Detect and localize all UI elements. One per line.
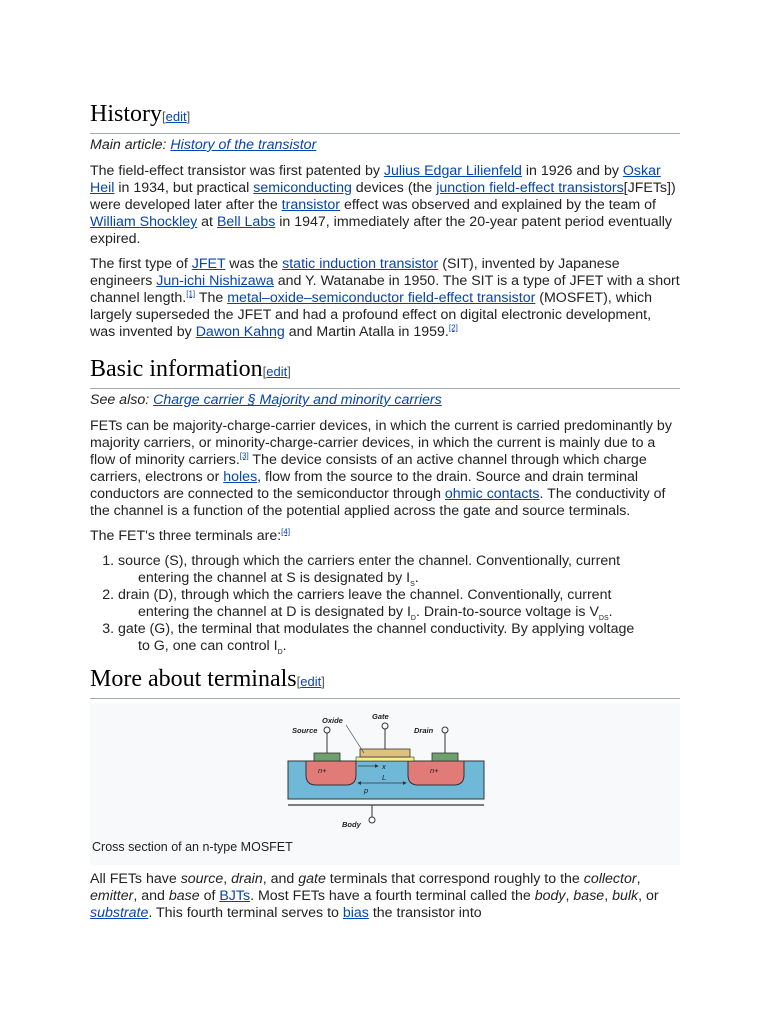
- label-body: Body: [342, 820, 361, 829]
- label-n-plus-left: n+: [318, 766, 327, 775]
- hatnote-label: See also:: [90, 392, 154, 408]
- list-item-line: entering the channel at D is designated by $I_D$. Drain-to-source voltage is $V_{DS}$.: [138, 604, 613, 622]
- emphasis: emitter: [90, 888, 134, 904]
- inline-link[interactable]: junction field-effect transistors: [436, 180, 624, 196]
- section-heading-history: [90, 100, 680, 134]
- emphasis: body: [534, 888, 566, 904]
- list-item-line: source (S), through which the carriers enter the channel. Conventionally, current: [118, 553, 621, 569]
- citation-link[interactable]: [3]: [239, 451, 249, 461]
- hatnote-label: Main article:: [90, 137, 171, 153]
- inline-link[interactable]: Jun-ichi Nishizawa: [156, 273, 274, 289]
- basic-paragraph-2: The FET's three terminals are:[4]: [90, 527, 291, 544]
- heading-text: History: [90, 101, 162, 127]
- citation-link[interactable]: [2]: [448, 323, 458, 333]
- see-also-hatnote: [90, 392, 680, 409]
- source-contact: [314, 753, 340, 761]
- citation: [449, 323, 458, 332]
- list-item-line: to G, one can control $I_D$.: [138, 638, 287, 656]
- body-terminal: [369, 817, 375, 823]
- list-item: [118, 553, 680, 587]
- edit-section-history: [edit]: [162, 109, 191, 124]
- citation: [186, 289, 195, 298]
- citation-link[interactable]: [4]: [281, 527, 291, 537]
- inline-link[interactable]: Julius Edgar Lilienfeld: [383, 163, 522, 179]
- citation-link[interactable]: [1]: [186, 289, 196, 299]
- emphasis: bulk: [612, 888, 639, 904]
- inline-link[interactable]: metal–oxide–semiconductor field-effect transistor: [227, 290, 536, 306]
- inline-link[interactable]: bias: [342, 905, 369, 921]
- label-n-plus-right: n+: [430, 766, 439, 775]
- inline-link[interactable]: BJTs: [219, 888, 251, 904]
- section-heading-terminals: [90, 665, 680, 699]
- emphasis: collector: [583, 871, 637, 887]
- list-item: [118, 587, 680, 621]
- subscript: S: [410, 580, 415, 588]
- label-L: L: [382, 773, 387, 782]
- edit-link[interactable]: edit: [300, 674, 322, 689]
- label-source: Source: [292, 726, 318, 735]
- citation: [281, 527, 290, 536]
- citation: [240, 451, 249, 460]
- section-history: [90, 100, 680, 341]
- edit-link[interactable]: edit: [165, 109, 187, 124]
- drain-contact: [432, 753, 458, 761]
- list-item-line: drain (D), through which the carriers leave the channel. Conventionally, current: [118, 587, 612, 603]
- figure-caption: Cross section of an n-type MOSFET: [92, 840, 293, 854]
- emphasis: gate: [298, 871, 326, 887]
- edit-link[interactable]: edit: [266, 364, 288, 379]
- inline-link[interactable]: static induction transistor: [282, 256, 439, 272]
- label-drain: Drain: [414, 726, 434, 735]
- edit-section-basic: [edit]: [262, 364, 291, 379]
- section-heading-basic: [90, 355, 680, 389]
- drain-terminal: [442, 727, 448, 733]
- history-paragraph-1: The field-effect transistor was first patented by Julius Edgar Lilienfeld in 1926 and by Oskar Heil in 1934, but practical semiconducting devices (the junction field-effect transistors[JFETs]) were developed later after the transistor effect was observed and explained by the team of William Shockley at Bell Labs in 1947, immediately after the 20-year patent period eventually expired.: [90, 163, 676, 247]
- heading-text: Basic information: [90, 356, 263, 382]
- history-paragraph-2: The first type of JFET was the static induction transistor (SIT), invented by Japanese engineers Jun-ichi Nishizawa and Y. Watanabe in 1950. The SIT is a type of JFET with a short channel length.[1] The metal–oxide–semiconductor field-effect transistor (MOSFET), which largely superseded the JFET and had a profound effect on digital electronic development, was invented by Dawon Kahng and Martin Atalla in 1959.[2]: [90, 256, 680, 340]
- inline-link[interactable]: William Shockley: [90, 214, 198, 230]
- list-item-line: gate (G), the terminal that modulates the channel conductivity. By applying voltage: [118, 621, 635, 637]
- subscript: D: [277, 648, 283, 656]
- source-terminal: [324, 727, 330, 733]
- n-plus-region-left: [306, 761, 356, 785]
- list-item-line: entering the channel at S is designated by $I_S$.: [138, 570, 419, 588]
- label-x: x: [382, 762, 386, 771]
- inline-link[interactable]: ohmic contacts: [444, 486, 540, 502]
- section-more-about-terminals: [90, 665, 680, 922]
- emphasis: drain: [231, 871, 263, 887]
- inline-link[interactable]: Oskar Heil: [90, 163, 661, 196]
- inline-link[interactable]: holes: [223, 469, 258, 485]
- subscript: DS: [598, 614, 609, 622]
- mosfet-cross-section-diagram[interactable]: [286, 713, 496, 831]
- label-p: p: [364, 786, 369, 795]
- inline-link[interactable]: Dawon Kahng: [195, 324, 285, 340]
- mosfet-figure: [90, 703, 680, 865]
- emphasis: source: [180, 871, 224, 887]
- main-article-link[interactable]: History of the transistor: [170, 137, 317, 153]
- edit-section-terminals: [edit]: [296, 674, 325, 689]
- oxide-leader-line: [346, 725, 364, 753]
- gate-terminal: [382, 723, 388, 729]
- inline-link[interactable]: JFET: [191, 256, 226, 272]
- heading-text: More about terminals: [90, 666, 297, 692]
- label-gate: Gate: [372, 713, 389, 721]
- section-basic-information: [90, 355, 680, 655]
- oxide-layer: [356, 757, 414, 761]
- subscript: D: [410, 614, 416, 622]
- gate-electrode: [360, 749, 410, 757]
- basic-paragraph-1: FETs can be majority-charge-carrier devices, in which the current is carried predominantly by majority carriers, or minority-charge-carrier devices, in which the current is mainly due to a flow of minority carriers.[3] The device consists of an active channel through which charge carriers, electrons or holes, flow from the source to the drain. Source and drain terminal conductors are connected to the semiconductor through ohmic contacts. The conductivity of the channel is a function of the potential applied across the gate and source terminals.: [90, 418, 672, 519]
- terminals-list: [90, 553, 680, 655]
- label-oxide: Oxide: [322, 716, 343, 725]
- article-content: [90, 100, 680, 930]
- emphasis: base: [168, 888, 200, 904]
- see-also-link[interactable]: Charge carrier § Majority and minority carriers: [153, 392, 442, 408]
- list-item: [118, 621, 680, 655]
- inline-link[interactable]: transistor: [281, 197, 340, 213]
- main-article-hatnote: [90, 137, 680, 154]
- emphasis: base: [573, 888, 605, 904]
- inline-link[interactable]: substrate: [90, 905, 149, 921]
- inline-link[interactable]: semiconducting: [253, 180, 352, 196]
- inline-link[interactable]: Bell Labs: [216, 214, 276, 230]
- terminals-paragraph-1: All FETs have source, drain, and gate terminals that correspond roughly to the collector, emitter, and base of BJTs. Most FETs have a fourth terminal called the body, base, bulk, or substrate. This fourth terminal serves to bias the transistor into: [90, 871, 659, 921]
